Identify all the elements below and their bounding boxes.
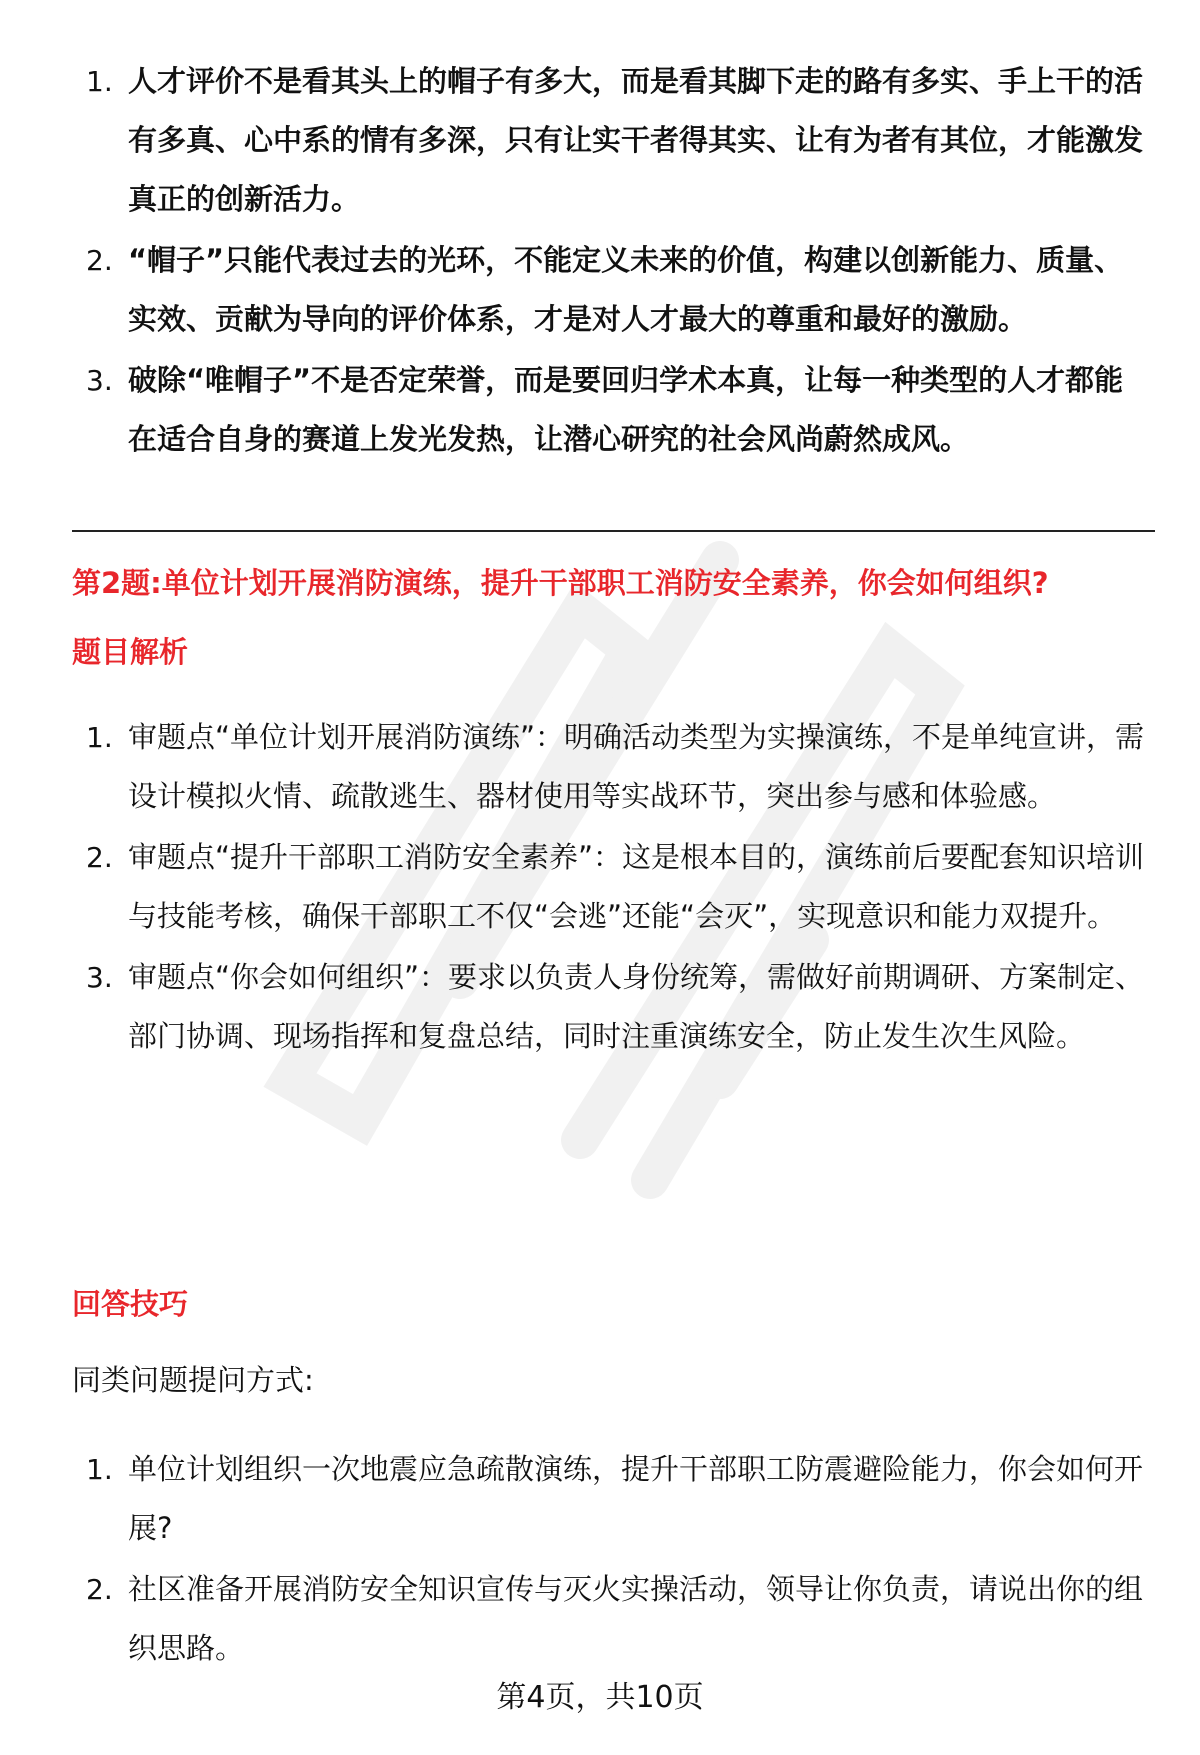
list-item-text: 人才评价不是看其头上的帽子有多大，而是看其脚下走的路有多实、手上干的活有多真、心中系的情有多深，只有让实干者得其实、让有为者有其位，才能激发真正的创新活力。 [128,64,1144,216]
list-item-text: 审题点“单位计划开展消防演练”：明确活动类型为实操演练，不是单纯宣讲，需设计模拟火情、疏散逃生、器材使用等实战环节，突出参与感和体验感。 [128,720,1145,813]
list-item [70,1560,1150,1678]
analysis-heading: 题目解析 [72,635,189,669]
list-item [70,351,1150,469]
list-number: 2. [86,1573,113,1606]
list-number: 2. [86,841,113,874]
list-number: 1. [86,1453,113,1486]
list-item [70,708,1150,826]
list-number: 3. [86,961,113,994]
list-item-text: 审题点“你会如何组织”：要求以负责人身份统筹，需做好前期调研、方案制定、部门协调、现场指挥和复盘总结，同时注重演练安全，防止发生次生风险。 [128,960,1145,1053]
list-item [70,948,1150,1066]
page-number: 第4页，共10页 [496,1680,704,1715]
list-item [70,828,1150,946]
list-number: 2. [86,244,113,277]
list-item [70,1440,1150,1558]
conclusion-list [70,52,1150,471]
list-item-text: 社区准备开展消防安全知识宣传与灭火实操活动，领导让你负责，请说出你的组织思路。 [128,1572,1144,1665]
list-item-text: 破除“唯帽子”不是否定荣誉，而是要回归学术本真，让每一种类型的人才都能在适合自身的赛道上发光发热，让潜心研究的社会风尚蔚然成风。 [128,363,1124,456]
list-number: 1. [86,65,113,98]
list-item [70,52,1150,229]
list-item-text: 单位计划组织一次地震应急疏散演练，提升干部职工防震避险能力，你会如何开展? [128,1452,1144,1545]
list-item-text: “帽子”只能代表过去的光环，不能定义未来的价值，构建以创新能力、质量、实效、贡献为导向的评价体系，才是对人才最大的尊重和最好的激励。 [128,243,1124,336]
list-item [70,231,1150,349]
analysis-list [70,708,1150,1068]
similar-questions-list [70,1440,1150,1680]
similar-questions-label: 同类问题提问方式: [72,1363,314,1397]
list-number: 1. [86,721,113,754]
list-item-text: 审题点“提升干部职工消防安全素养”：这是根本目的，演练前后要配套知识培训与技能考核，确保干部职工不仅“会逃”还能“会灭”，实现意识和能力双提升。 [128,840,1145,933]
section-divider [72,530,1155,532]
list-number: 3. [86,364,113,397]
tips-heading: 回答技巧 [72,1287,189,1321]
question-title: 第2题:单位计划开展消防演练，提升干部职工消防安全素养，你会如何组织? [72,566,1049,600]
